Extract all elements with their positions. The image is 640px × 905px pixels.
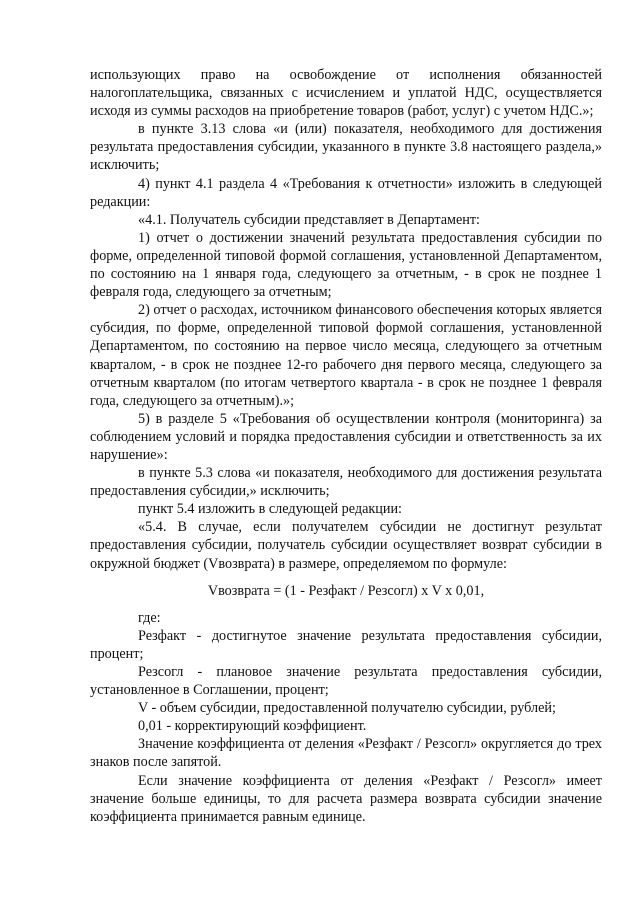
paragraph-where: где: bbox=[138, 609, 161, 626]
paragraph-rezsogl: Резсогл - плановое значение результата предоставления субсидии, установленное в Соглашении, процент; bbox=[90, 664, 602, 699]
paragraph-4-1-item-1: 1) отчет о достижении значений результата предоставления субсидии по форме, определенной типовой формой соглашения, установленной Департаментом, по состоянию на 1 января года, следующего за отчетным, - в срок не позднее 1 февраля года, следующего за отчетным; bbox=[90, 229, 602, 301]
paragraph-continuation: использующих право на освобождение от исполнения обязанностей налогоплательщика, связанных с исчислением и уплатой НДС, осуществляется исходя из суммы расходов на приобретение товаров (работ, услуг) с учетом НДС.»; bbox=[90, 67, 602, 120]
paragraph-rezfakt: Резфакт - достигнутое значение результата предоставления субсидии, процент; bbox=[90, 627, 602, 662]
paragraph-rounding: Значение коэффициента от деления «Резфакт / Резсогл» округляется до трех знаков после запятой. bbox=[90, 736, 602, 771]
paragraph-item-3-13: в пункте 3.13 слова «и (или) показателя, необходимого для достижения результата предоставления субсидии, указанного в пункте 3.8 настоящего раздела,» исключить; bbox=[90, 121, 602, 174]
document-body bbox=[90, 66, 602, 826]
paragraph-4-1-intro: «4.1. Получатель субсидии представляет в Департамент: bbox=[138, 211, 480, 228]
paragraph-item-5: 5) в разделе 5 «Требования об осуществлении контроля (мониторинга) за соблюдением условий и порядка предоставления субсидии и ответственность за их нарушение»: bbox=[90, 410, 602, 463]
formula: Vвозврата = (1 - Резфакт / Резсогл) x V x 0,01, bbox=[207, 582, 485, 599]
paragraph-greater-than-one: Если значение коэффициента от деления «Резфакт / Резсогл» имеет значение больше единицы, то для расчета размера возврата субсидии значение коэффициента принимается равным единице. bbox=[90, 772, 602, 825]
paragraph-item-4: 4) пункт 4.1 раздела 4 «Требования к отчетности» изложить в следующей редакции: bbox=[90, 175, 602, 210]
paragraph-v: V - объем субсидии, предоставленной получателю субсидии, рублей; bbox=[138, 700, 556, 717]
paragraph-item-5-4-intro: пункт 5.4 изложить в следующей редакции: bbox=[138, 501, 402, 518]
paragraph-coefficient: 0,01 - корректирующий коэффициент. bbox=[138, 718, 367, 735]
paragraph-item-5-3: в пункте 5.3 слова «и показателя, необходимого для достижения результата предоставления субсидии,» исключить; bbox=[90, 465, 602, 500]
paragraph-4-1-item-2: 2) отчет о расходах, источником финансового обеспечения которых является субсидия, по форме, определенной типовой формой соглашения, установленной Департаментом, по состоянию на первое число месяца, следующего за отчетным кварталом, - в срок не позднее 12-го рабочего дня первого месяца, следующего за отчетным кварталом (по итогам четвертого квартала - в срок не позднее 1 февраля года, следующего за отчетным).»; bbox=[90, 302, 602, 409]
paragraph-5-4-text: «5.4. В случае, если получателем субсидии не достигнут результат предоставления субсидии, получатель субсидии осуществляет возврат субсидии в окружной бюджет (Vвозврата) в размере, определяемом по формуле: bbox=[90, 519, 602, 572]
